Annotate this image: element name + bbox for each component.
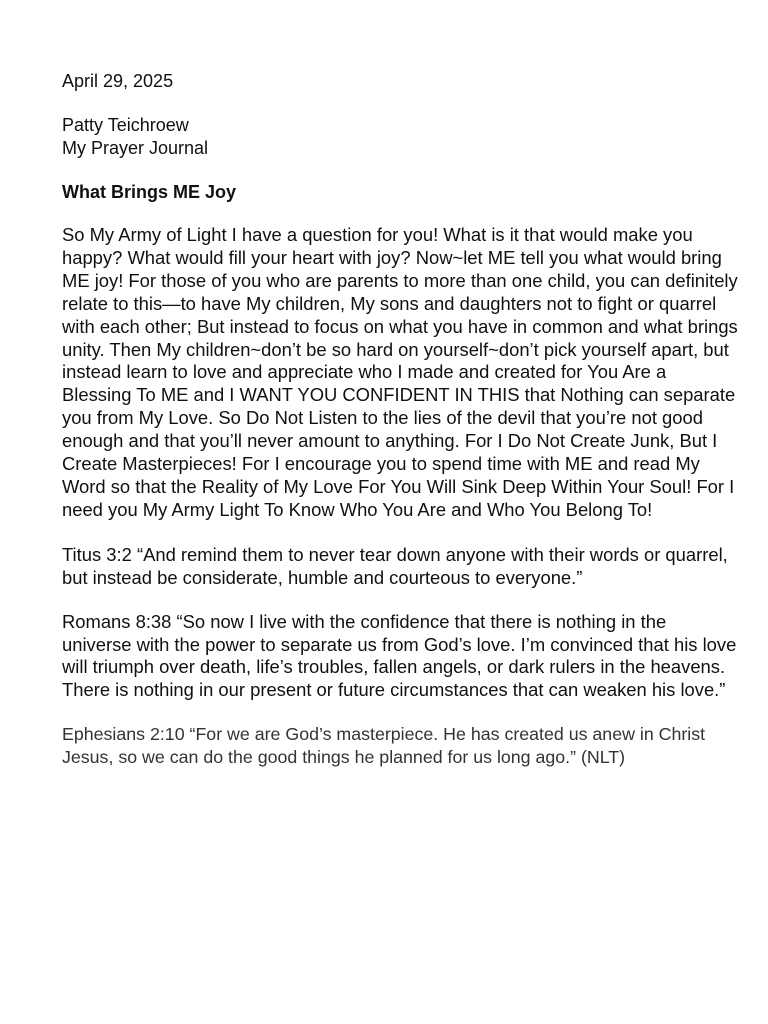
author-name: Patty Teichroew <box>62 115 189 135</box>
entry-body: So My Army of Light I have a question for you! What is it that would make you happy? What would fill your heart with joy? Now~let ME tell you what would bring ME joy! For those of you who are parents to more than one child, you can definitely relate to this—to have My children, My sons and daughters not to fight or quarrel with each other; But instead to focus on what you have in common and what brings unity. Then My children~don’t be so hard on yourself~don’t pick yourself apart, but instead learn to love and appreciate who I made and created for You Are a Blessing To ME and I WANT YOU CONFIDENT IN THIS that Nothing can separate you from My Love. So Do Not Listen to the lies of the devil that you’re not good enough and that you’ll never amount to anything. For I Do Not Create Junk, But I Create Masterpieces! For I encourage you to spend time with ME and read My Word so that the Reality of My Love For You Will Sink Deep Within Your Soul! For I need you My Army Light To Know Who You Are and Who You Belong To! <box>62 224 738 520</box>
journal-name: My Prayer Journal <box>62 138 209 158</box>
author-block <box>62 114 738 160</box>
entry-date: April 29, 2025 <box>62 71 174 91</box>
verse-ephesians: Ephesians 2:10 “For we are God’s masterpiece. He has created us anew in Christ Jesus, so we can do the good things he planned for us long ago.” (NLT) <box>62 724 706 768</box>
entry-title: What Brings ME Joy <box>62 182 237 202</box>
verse-romans: Romans 8:38 “So now I live with the confidence that there is nothing in the universe with the power to separate us from God’s love. I’m convinced that his love will triumph over death, life’s troubles, fallen angels, or dark rulers in the heavens. There is nothing in our present or future circumstances that can weaken his love.” <box>62 610 737 701</box>
journal-entry <box>62 70 738 790</box>
verse-titus: Titus 3:2 “And remind them to never tear down anyone with their words or quarrel, but instead be considerate, humble and courteous to everyone.” <box>62 543 728 588</box>
